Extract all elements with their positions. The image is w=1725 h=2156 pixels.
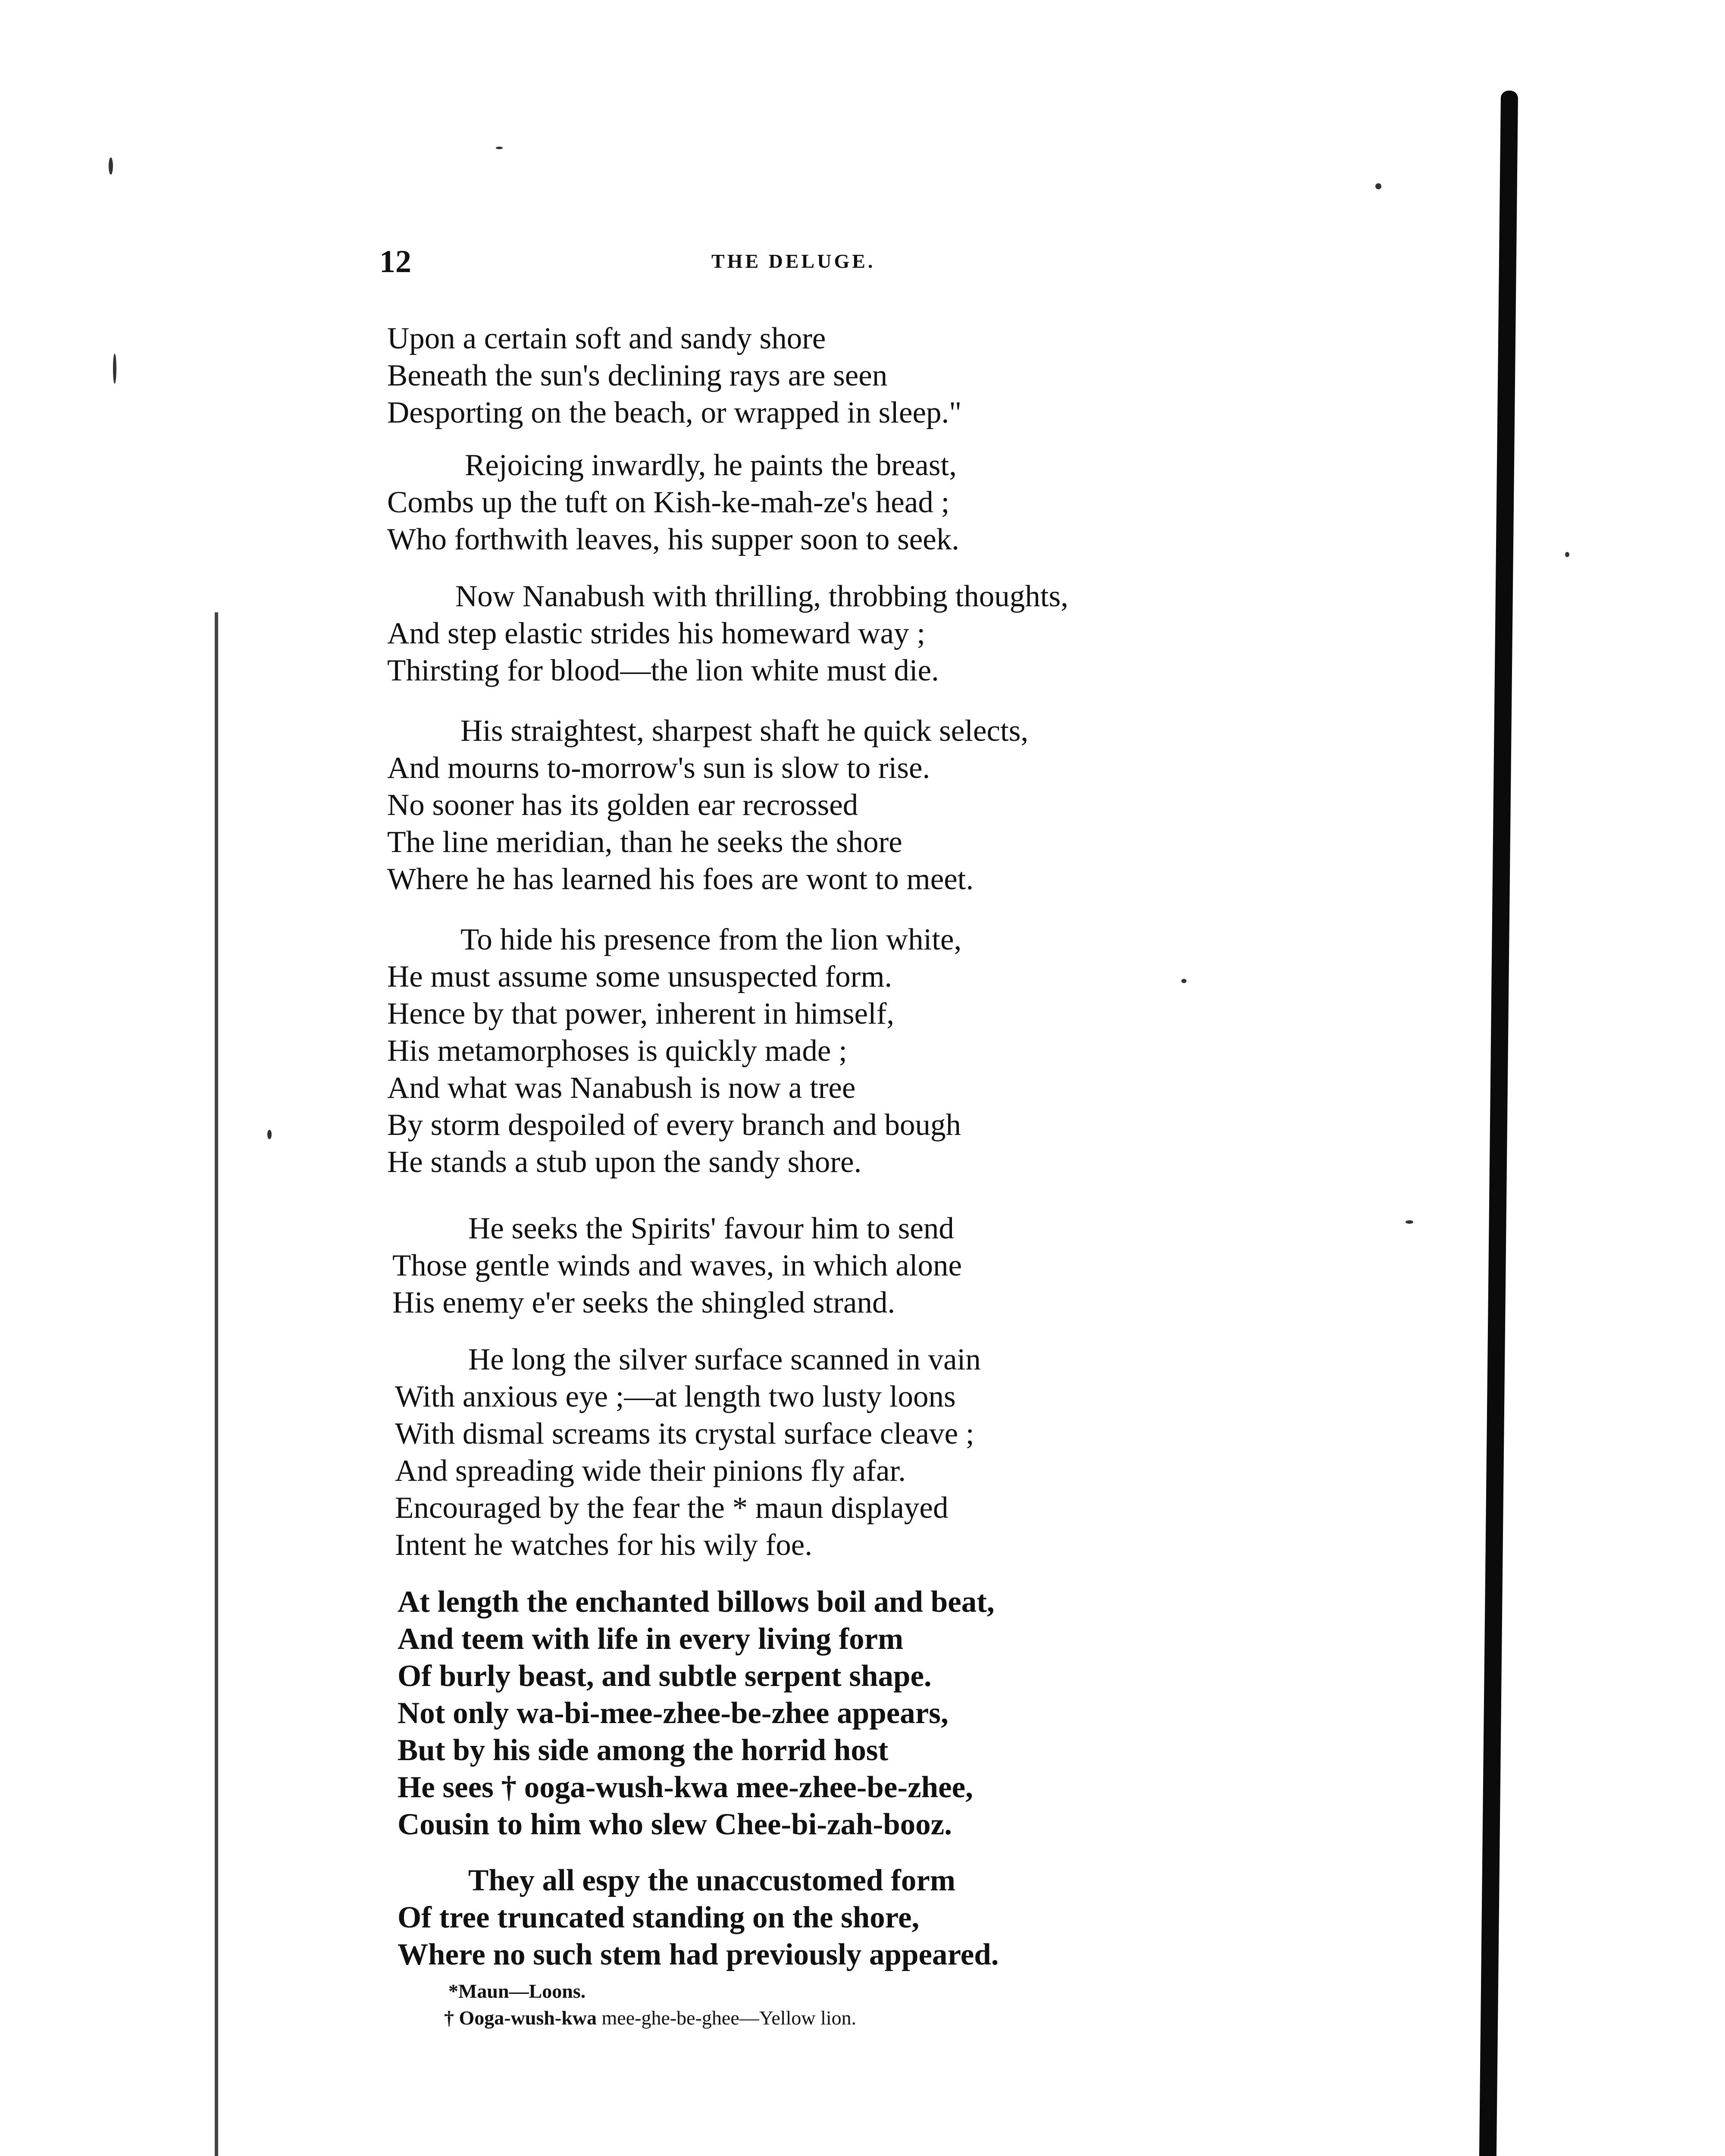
poem-line: The line meridian, than he seeks the shore: [387, 825, 902, 859]
poem-line: Thirsting for blood—the lion white must die.: [387, 654, 939, 687]
scan-speck: [113, 354, 116, 384]
poem-line: Encouraged by the fear the * maun displayed: [395, 1491, 949, 1525]
footnote-term: † Ooga-wush-kwa: [444, 2007, 597, 2029]
poem-line: At length the enchanted billows boil and beat,: [398, 1585, 995, 1619]
poem-line: He sees † ooga-wush-kwa mee-zhee-be-zhee,: [398, 1771, 973, 1804]
poem-line: And what was Nanabush is now a tree: [387, 1071, 856, 1105]
page-number: 12: [379, 244, 411, 279]
poem-line: Where no such stem had previously appeared.: [398, 1938, 999, 1971]
poem-line: Desporting on the beach, or wrapped in sleep.": [387, 396, 962, 429]
poem-line: Who forthwith leaves, his supper soon to seek.: [387, 523, 960, 556]
poem-line: His enemy e'er seeks the shingled strand.: [392, 1286, 895, 1319]
scan-speck: [267, 1130, 272, 1139]
scan-speck: [1406, 1220, 1413, 1224]
scan-speck: [1375, 183, 1381, 189]
scan-speck: [109, 157, 113, 175]
poem-line: Rejoicing inwardly, he paints the breast,: [465, 448, 957, 482]
poem-line: Beneath the sun's declining rays are seen: [387, 359, 888, 392]
poem-line: Combs up the tuft on Kish-ke-mah-ze's head ;: [387, 486, 950, 519]
running-title: THE DELUGE.: [711, 250, 876, 272]
poem-line: By storm despoiled of every branch and bough: [387, 1108, 961, 1142]
poem-line: His straightest, sharpest shaft he quick selects,: [460, 714, 1029, 748]
poem-line: And mourns to-morrow's sun is slow to rise.: [387, 751, 930, 785]
poem-line: Upon a certain soft and sandy shore: [387, 322, 826, 355]
scan-speck: [496, 147, 503, 149]
poem-line: He stands a stub upon the sandy shore.: [387, 1145, 862, 1179]
poem-line: Cousin to him who slew Chee-bi-zah-booz.: [398, 1808, 952, 1841]
poem-line: No sooner has its golden ear recrossed: [387, 788, 858, 822]
poem-line: With dismal screams its crystal surface cleave ;: [395, 1417, 974, 1451]
footnote-term: *Maun—Loons.: [448, 1980, 586, 2002]
poem-line: He seeks the Spirits' favour him to send: [468, 1212, 954, 1245]
poem-line: They all espy the unaccustomed form: [468, 1864, 956, 1897]
scan-speck: [1565, 552, 1569, 557]
poem-line: And step elastic strides his homeward way ;: [387, 617, 926, 650]
scan-speck: [1181, 979, 1187, 983]
poem-line: Now Nanabush with thrilling, throbbing thoughts,: [455, 580, 1068, 613]
page-edge-right: [1478, 91, 1518, 2156]
running-header: [379, 244, 949, 282]
poem-line: To hide his presence from the lion white,: [460, 923, 962, 956]
poem-line: But by his side among the horrid host: [398, 1733, 889, 1767]
poem-line: And teem with life in every living form: [398, 1622, 904, 1656]
footnote-definition: mee-ghe-be-ghee—Yellow lion.: [597, 2007, 857, 2029]
poem-line: He long the silver surface scanned in vain: [468, 1343, 981, 1376]
footnote: [448, 1978, 585, 2004]
footnote: [444, 2005, 856, 2031]
poem-line: Those gentle winds and waves, in which alone: [392, 1249, 962, 1282]
page-edge-left: [215, 612, 218, 2156]
poem-line: Intent he watches for his wily foe.: [395, 1528, 813, 1562]
poem-line: Of tree truncated standing on the shore,: [398, 1901, 920, 1934]
poem-line: And spreading wide their pinions fly afar.: [395, 1454, 906, 1488]
poem-line: Of burly beast, and subtle serpent shape.: [398, 1659, 932, 1693]
poem-line: With anxious eye ;—at length two lusty loons: [395, 1380, 956, 1413]
poem-line: His metamorphoses is quickly made ;: [387, 1034, 847, 1068]
poem-line: Hence by that power, inherent in himself,: [387, 997, 895, 1031]
poem-line: He must assume some unsuspected form.: [387, 960, 892, 993]
poem-line: Where he has learned his foes are wont to meet.: [387, 862, 974, 896]
poem-line: Not only wa-bi-mee-zhee-be-zhee appears,: [398, 1696, 949, 1730]
